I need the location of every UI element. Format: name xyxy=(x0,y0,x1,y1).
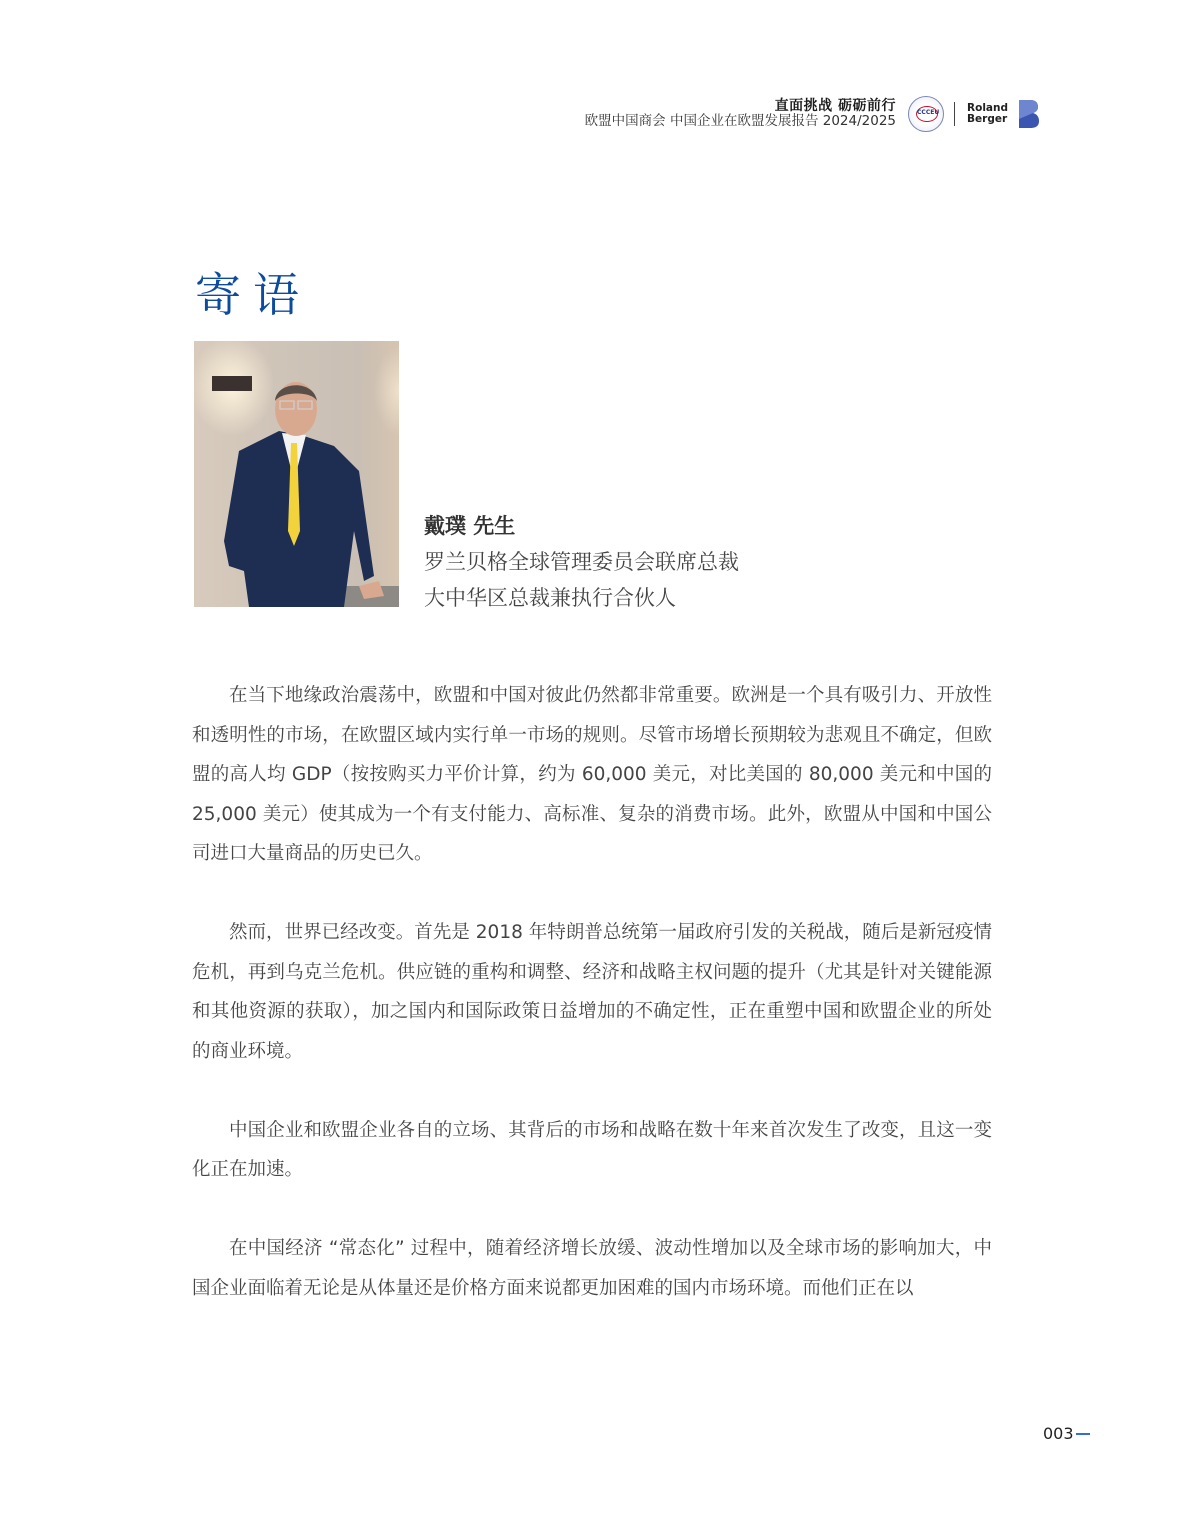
paragraph: 在中国经济 “常态化” 过程中，随着经济增长放缓、波动性增加以及全球市场的影响加大，中国企业面临着无论是从体量还是价格方面来说都更加困难的国内市场环境。而他们正在以 xyxy=(192,1238,992,1299)
portrait-illustration xyxy=(194,341,399,607)
roland-berger-wordmark: Roland Berger xyxy=(967,102,1008,125)
person-name: 戴璞 先生 xyxy=(424,514,516,538)
paragraph: 中国企业和欧盟企业各自的立场、其背后的市场和战略在数十年来首次发生了改变，且这一变化正在加速。 xyxy=(192,1119,992,1180)
person-role-2: 大中华区总裁兼执行合伙人 xyxy=(424,586,676,610)
report-slogan: 直面挑战 砺砺前行 xyxy=(774,98,897,115)
ccceu-logo-icon: CCCEU xyxy=(908,96,944,132)
paragraph: 在当下地缘政治震荡中，欧盟和中国对彼此仍然都非常重要。欧洲是一个具有吸引力、开放性和透明性的市场，在欧盟区域内实行单一市场的规则。尽管市场增长预期较为悲观且不确定，但欧盟的高人均 GDP（按按购买力平价计算，约为 60,000 美元，对比美国的 80,000 美元和中国的 25,000 美元）使其成为一个有支付能力、高标准、复杂的消费市场。此外，欧盟从中国和中国公司进口大量商品的历史已久。 xyxy=(192,685,992,864)
roland-berger-b-icon xyxy=(1017,99,1039,129)
header-text xyxy=(585,98,896,130)
person-role-1: 罗兰贝格全球管理委员会联席总裁 xyxy=(424,550,739,574)
page-number: 003 xyxy=(1043,1424,1090,1443)
person-info xyxy=(424,508,739,616)
paragraph: 然而，世界已经改变。首先是 2018 年特朗普总统第一届政府引发的关税战，随后是新冠疫情危机，再到乌克兰危机。供应链的重构和调整、经济和战略主权问题的提升（尤其是针对关键能源和其他资源的获取），加之国内和国际政策日益增加的不确定性，正在重塑中国和欧盟企业的所处的商业环境。 xyxy=(192,922,992,1062)
logo-divider xyxy=(954,102,955,126)
body-text xyxy=(192,676,992,1348)
page-title: 寄语 xyxy=(195,267,311,322)
portrait-photo xyxy=(194,341,399,607)
report-subtitle: 欧盟中国商会 中国企业在欧盟发展报告 2024/2025 xyxy=(584,113,897,130)
page-header xyxy=(585,96,1039,132)
page-number-accent-line xyxy=(1076,1433,1090,1435)
